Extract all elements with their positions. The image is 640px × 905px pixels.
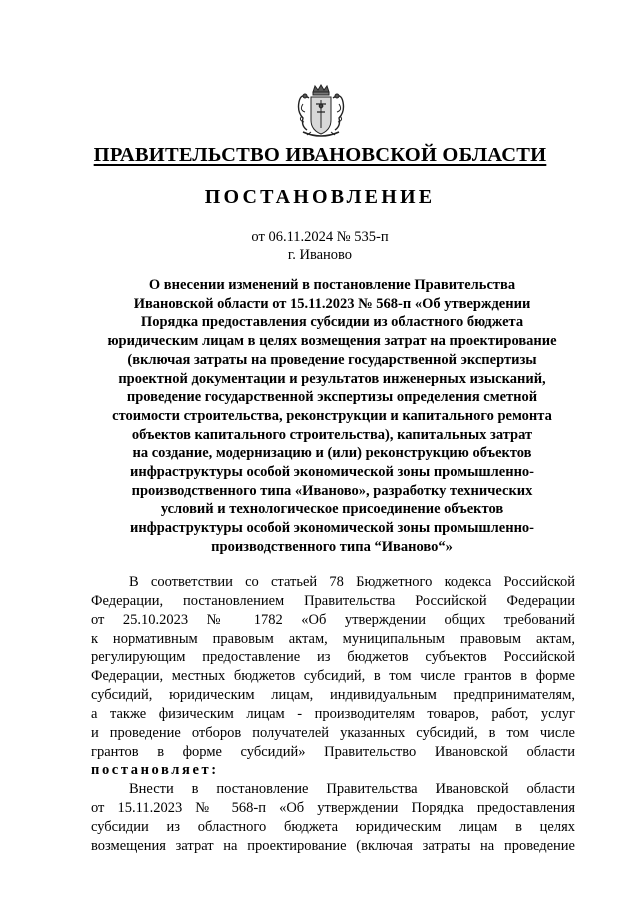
body-line: от 25.10.2023 № 1782 «Об утверждении общих требований	[91, 611, 575, 628]
title-line: стоимости строительства, реконструкции и капитального ремонта	[112, 407, 552, 424]
coat-of-arms-icon	[293, 82, 349, 140]
title-line: на создание, модернизацию и (или) реконструкцию объектов	[132, 445, 532, 462]
document-meta	[0, 228, 640, 264]
title-line: (включая затраты на проведение государственной экспертизы	[127, 351, 537, 368]
government-name: ПРАВИТЕЛЬСТВО ИВАНОВСКОЙ ОБЛАСТИ	[93, 144, 547, 166]
body-line: регулирующим предоставление из бюджетов субъектов Российской	[91, 649, 575, 666]
date-number: от 06.11.2024 № 535-п	[251, 229, 389, 245]
title-line: проектной документации и результатов инженерных изысканий,	[118, 370, 546, 387]
title-line: объектов капитального строительства), капитальных затрат	[131, 426, 533, 443]
body-line: возмещения затрат на проектирование (включая затраты на проведение	[91, 837, 575, 854]
title-line: О внесении изменений в постановление Правительства	[148, 277, 516, 293]
body-line: от 15.11.2023 № 568-п «Об утверждении Порядка предоставления	[91, 800, 575, 817]
title-line: производственного типа “Иваново“»	[211, 538, 453, 555]
title-line: условий и технологическое присоединение объектов	[160, 501, 504, 518]
title-line: проведение государственной экспертизы определения сметной	[126, 389, 538, 406]
resolves-word: постановляет:	[91, 762, 219, 779]
body-line: к нормативным правовым актам, муниципальным правовым актам,	[91, 630, 575, 647]
body-line: субсидий, юридическим лицам, индивидуальным предпринимателям,	[91, 687, 575, 704]
body-line: В соответствии со статьей 78 Бюджетного кодекса Российской	[129, 574, 575, 590]
body-line: Федерации, местных бюджетов субсидий, в том числе грантов в форме	[91, 668, 575, 685]
body-line: субсидии из областного бюджета юридическим лицам в целях	[91, 818, 575, 835]
body-line: Федерации, постановлением Правительства Российской Федерации	[91, 592, 575, 609]
title-line: Порядка предоставления субсидии из областного бюджета	[140, 314, 524, 331]
title-line: инфраструктуры особой экономической зоны промышленно-	[129, 520, 535, 537]
document-type: ПОСТАНОВЛЕНИЕ	[204, 186, 436, 208]
body-line: и проведение отборов получателей указанных субсидий, в том числе	[91, 724, 575, 741]
body-line: грантов в форме субсидий» Правительство Ивановской области	[91, 743, 575, 760]
body-line: Внести в постановление Правительства Ивановской области	[129, 781, 575, 798]
document-title	[88, 276, 576, 557]
title-line: Ивановской области от 15.11.2023 № 568-п «Об утверждении	[133, 295, 531, 312]
city: г. Иваново	[287, 247, 353, 263]
title-line: юридическим лицам в целях возмещения затрат на проектирование	[107, 333, 557, 350]
document-body	[91, 573, 575, 856]
title-line: производственного типа «Иваново», разработку технических	[131, 482, 533, 499]
body-line: а также физическим лицам - производителям товаров, работ, услуг	[91, 705, 575, 722]
title-line: инфраструктуры особой экономической зоны промышленно-	[129, 464, 535, 481]
